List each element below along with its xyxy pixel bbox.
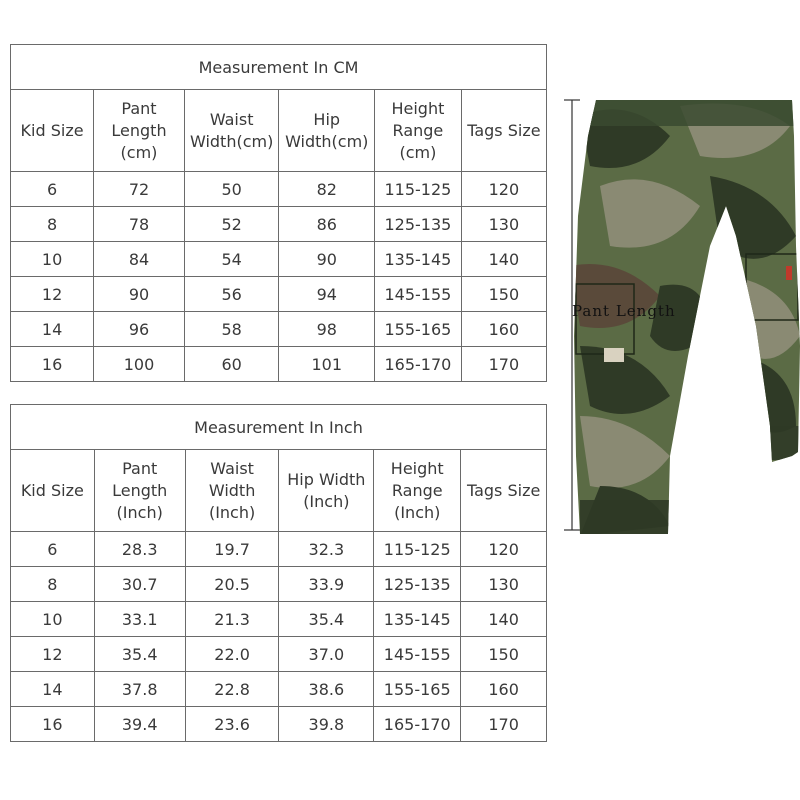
table-cell: 35.4 xyxy=(94,637,185,672)
table-row xyxy=(11,312,547,347)
table-row xyxy=(11,707,547,742)
table-cell: 50 xyxy=(184,172,279,207)
table-cell: 165-170 xyxy=(375,347,462,382)
table-cell: 140 xyxy=(461,242,546,277)
inch-header-cell: Waist Width (Inch) xyxy=(185,450,279,532)
table-cell: 100 xyxy=(94,347,185,382)
table-cell: 20.5 xyxy=(185,567,279,602)
table-cell: 35.4 xyxy=(279,602,374,637)
table-row xyxy=(11,532,547,567)
table-cell: 32.3 xyxy=(279,532,374,567)
table-cell: 33.1 xyxy=(94,602,185,637)
table-cell: 54 xyxy=(184,242,279,277)
inch-header-cell: Tags Size xyxy=(461,450,547,532)
table-cell: 96 xyxy=(94,312,185,347)
table-row xyxy=(11,207,547,242)
table-cell: 21.3 xyxy=(185,602,279,637)
table-cell: 120 xyxy=(461,532,547,567)
table-cell: 115-125 xyxy=(375,172,462,207)
table-cell: 14 xyxy=(11,312,94,347)
table-cell: 16 xyxy=(11,707,95,742)
cm-size-table xyxy=(10,44,547,382)
cm-header-cell: Tags Size xyxy=(461,90,546,172)
inch-header-cell: Height Range (Inch) xyxy=(374,450,461,532)
cm-header-cell: Waist Width(cm) xyxy=(184,90,279,172)
table-cell: 150 xyxy=(461,277,546,312)
table-cell: 37.0 xyxy=(279,637,374,672)
cm-header-row xyxy=(11,90,547,172)
cm-table-title: Measurement In CM xyxy=(11,45,547,90)
table-cell: 78 xyxy=(94,207,185,242)
table-cell: 170 xyxy=(461,707,547,742)
cm-header-cell: Height Range (cm) xyxy=(375,90,462,172)
table-cell: 30.7 xyxy=(94,567,185,602)
table-cell: 72 xyxy=(94,172,185,207)
table-cell: 160 xyxy=(461,312,546,347)
table-cell: 125-135 xyxy=(374,567,461,602)
table-cell: 86 xyxy=(279,207,375,242)
inch-header-row xyxy=(11,450,547,532)
table-cell: 28.3 xyxy=(94,532,185,567)
table-cell: 135-145 xyxy=(374,602,461,637)
table-row xyxy=(11,567,547,602)
inch-header-cell: Hip Width (Inch) xyxy=(279,450,374,532)
table-cell: 8 xyxy=(11,567,95,602)
table-cell: 38.6 xyxy=(279,672,374,707)
inch-table-title: Measurement In Inch xyxy=(11,405,547,450)
table-cell: 98 xyxy=(279,312,375,347)
table-cell: 19.7 xyxy=(185,532,279,567)
table-cell: 160 xyxy=(461,672,547,707)
table-cell: 90 xyxy=(279,242,375,277)
pant-length-label: Pant Length xyxy=(572,302,676,320)
table-row xyxy=(11,602,547,637)
table-cell: 115-125 xyxy=(374,532,461,567)
cm-header-cell: Hip Width(cm) xyxy=(279,90,375,172)
table-cell: 125-135 xyxy=(375,207,462,242)
table-cell: 145-155 xyxy=(375,277,462,312)
table-cell: 135-145 xyxy=(375,242,462,277)
table-cell: 82 xyxy=(279,172,375,207)
table-cell: 52 xyxy=(184,207,279,242)
table-cell: 16 xyxy=(11,347,94,382)
inch-header-cell: Pant Length (Inch) xyxy=(94,450,185,532)
table-cell: 84 xyxy=(94,242,185,277)
table-row xyxy=(11,277,547,312)
inch-size-table xyxy=(10,404,547,742)
table-cell: 39.8 xyxy=(279,707,374,742)
table-cell: 14 xyxy=(11,672,95,707)
table-cell: 90 xyxy=(94,277,185,312)
table-cell: 170 xyxy=(461,347,546,382)
table-cell: 155-165 xyxy=(374,672,461,707)
table-cell: 22.8 xyxy=(185,672,279,707)
table-cell: 140 xyxy=(461,602,547,637)
table-row xyxy=(11,242,547,277)
table-cell: 6 xyxy=(11,172,94,207)
table-cell: 12 xyxy=(11,637,95,672)
table-cell: 6 xyxy=(11,532,95,567)
table-cell: 23.6 xyxy=(185,707,279,742)
table-cell: 10 xyxy=(11,242,94,277)
table-cell: 39.4 xyxy=(94,707,185,742)
table-cell: 10 xyxy=(11,602,95,637)
table-cell: 8 xyxy=(11,207,94,242)
table-row xyxy=(11,347,547,382)
table-row xyxy=(11,172,547,207)
table-cell: 94 xyxy=(279,277,375,312)
table-cell: 130 xyxy=(461,567,547,602)
table-cell: 12 xyxy=(11,277,94,312)
table-cell: 155-165 xyxy=(375,312,462,347)
table-cell: 145-155 xyxy=(374,637,461,672)
inch-header-cell: Kid Size xyxy=(11,450,95,532)
table-cell: 101 xyxy=(279,347,375,382)
table-cell: 165-170 xyxy=(374,707,461,742)
table-cell: 130 xyxy=(461,207,546,242)
cm-header-cell: Kid Size xyxy=(11,90,94,172)
table-row xyxy=(11,637,547,672)
table-cell: 150 xyxy=(461,637,547,672)
table-cell: 37.8 xyxy=(94,672,185,707)
table-cell: 58 xyxy=(184,312,279,347)
table-cell: 120 xyxy=(461,172,546,207)
table-cell: 60 xyxy=(184,347,279,382)
cm-header-cell: Pant Length (cm) xyxy=(94,90,185,172)
table-row xyxy=(11,672,547,707)
table-cell: 56 xyxy=(184,277,279,312)
table-cell: 22.0 xyxy=(185,637,279,672)
table-cell: 33.9 xyxy=(279,567,374,602)
